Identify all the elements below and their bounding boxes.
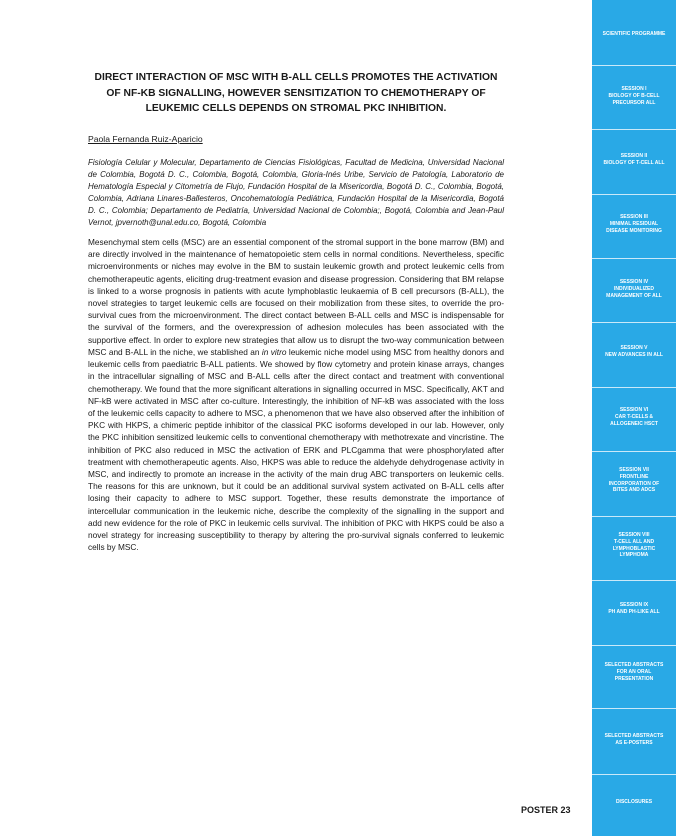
nav-session-8[interactable] [592,532,676,559]
abstract-body [88,236,504,553]
nav-divider [592,387,676,388]
nav-label: SESSION II BIOLOGY OF T-CELL ALL [603,153,665,166]
nav-label: SESSION III MINIMAL RESIDUAL DISEASE MONITORING [606,214,662,234]
nav-label: SESSION VIII T-CELL ALL AND LYMPHOBLASTIC LYMPHOMA [612,532,656,559]
abstract-page [88,70,504,553]
nav-label: SESSION VI CAR T-CELLS & ALLOGENEIC HSCT [610,407,658,427]
abstract-text-part1: Mesenchymal stem cells (MSC) are an essential component of the stromal support in the bone marrow (BM) and are directly involved in the maintenance of hematopoietic stem cells in normal conditions. Nevertheless, specific microenvironments or niches may evolve in the BM to sustain leukemic growth and protect leukemic cells from chemotherapeutic agents, eliciting drug-treatment evasion and disease progression. Considering that BM relapse is linked to a worse prognosis in patients with acute lymphoblastic leukaemia of B cell precursors (B-ALL), the novel strategies to target leukemic cells are focused on their mobilization from these sites, to override the pro-survival cues from the microenvironment. The direct contact between B-ALL cells and MSC is indispensable for the survival of the formers, and the overexpression of adhesion molecules has been associated with the supportive effect. In order to explore new strategies that allow us to disrupt the two-way communication between MSC and B-ALL in the niche, we stablished an [88,237,504,357]
nav-label: SELECTED ABSTRACTS FOR AN ORAL PRESENTATION [604,662,664,682]
nav-divider [592,322,676,323]
nav-divider [592,194,676,195]
nav-session-1[interactable] [592,86,676,106]
nav-session-7[interactable] [592,467,676,494]
abstract-text-part2: leukemic niche model using MSC from healthy donors and leukemic cells from paediatric B-ALL patients. We showed by flow cytometry and protein kinase arrays, changes in the intracellular signalling of MSC and B-ALL cells after the direct contact and treatment with conventional chemotherapy. We found that the more significant alterations in signalling occurred in MSC. Specifically, AKT and NF-kB were activated in MSC after co-culture. Interestingly, the inhibition of NF-kB was associated with the loss of the leukemic cells capacity to adhere to MSC, a phenomenon that we have also observed after the inhibition of PKC with HKPS, a chimeric peptide inhibitor of the classical PKC isoforms developed in our lab. However, only the PKC inhibition sensitized leukemic cells to conventional chemotherapy with methotrexate and vincristine. The inhibition of PKC also reduced in MSC the activation of ERK and PLCgamma that were phosphorylated after treatment with chemotherapeutic agents. Also, HKPS was able to reduce the aldehyde dehydrogenase activity in MSC, and indirectly to promote an increase in the activity of the main drug ABC transporters on leukemic cells. The reasons for this are unknown, but it could be an additional survival system activated on B-ALL cells after losing their capacity to adhere to MSC support. Together, these results demonstrate the importance of intercellular communication in the leukemic niche, describe the complexity of the signalling in the support and add new evidence for the role of PKC in leukemic cells survival. The inhibition of PKC with HKPS could be also a novel strategy for increasing susceptibility to therapy by altering the pro-survival signals conferred to leukemic cells by MSC. [88,346,505,553]
nav-scientific-programme[interactable] [592,31,676,38]
nav-session-6[interactable] [592,407,676,427]
author-name: Paola Fernanda Ruiz-Aparicio [88,133,203,144]
nav-divider [592,708,676,709]
nav-label: SESSION V NEW ADVANCES IN ALL [605,345,663,358]
nav-label: SESSION I BIOLOGY OF B-CELL PRECURSOR ALL [608,86,660,106]
poster-number: POSTER 23 [521,805,571,815]
abstract-title: DIRECT INTERACTION OF MSC WITH B-ALL CELLS PROMOTES THE ACTIVATION OF NF-KB SIGNALLING, HOWEVER SENSITIZATION TO CHEMOTHERAPY OF LEUKEMIC CELLS DEPENDS ON STROMAL PKC INHIBITION. [94,72,498,114]
nav-session-4[interactable] [592,279,676,299]
nav-session-2[interactable] [592,153,676,167]
author-affiliations: Fisiología Celular y Molecular, Departamento de Ciencias Fisiológicas, Facultad de Medicina, Universidad Nacional de Colombia, Bogotá D. C., Colombia, Bogotá, Colombia, Gloria-Inés Uribe, Servicio de Patología, Laboratorio de Hematología Especial y Citometría de Flujo, Fundación Hospital de la Misericordia, Bogotá D. C., Colombia, Bogotá, Colombia, Adriana Linares-Ballesteros, Oncohematología Pediátrica, Fundación Hospital de la Misericordia, Bogotá D. C., Colombia; Departamento de Pediatría, Universidad Nacional de Colombia;, Bogotá, Colombia and Jean-Paul Vernot, jpvernoth@unal.edu.co, Bogotá, Colombia [88,157,504,227]
abstract-text-italic: in vitro [261,346,287,357]
nav-label: SESSION IX PH AND PH-LIKE ALL [608,602,660,615]
nav-divider [592,580,676,581]
nav-selected-eposters[interactable] [592,733,676,747]
nav-divider [592,516,676,517]
nav-disclosures[interactable] [592,799,676,806]
nav-divider [592,451,676,452]
nav-session-3[interactable] [592,214,676,234]
nav-divider [592,645,676,646]
sidebar-nav [592,0,676,836]
nav-label: SELECTED ABSTRACTS AS E-POSTERS [604,733,664,746]
nav-label: SESSION VII FRONTLINE INCORPORATION OF BITES AND ADCS [608,467,660,494]
nav-divider [592,65,676,66]
nav-session-9[interactable] [592,602,676,616]
nav-divider [592,774,676,775]
nav-divider [592,258,676,259]
nav-divider [592,129,676,130]
nav-label: SCIENTIFIC PROGRAMME [602,31,666,37]
nav-label: DISCLOSURES [615,799,653,805]
nav-selected-oral[interactable] [592,662,676,682]
nav-label: SESSION IV INDIVIDUALIZED MANAGEMENT OF ALL [606,279,662,299]
nav-session-5[interactable] [592,345,676,359]
